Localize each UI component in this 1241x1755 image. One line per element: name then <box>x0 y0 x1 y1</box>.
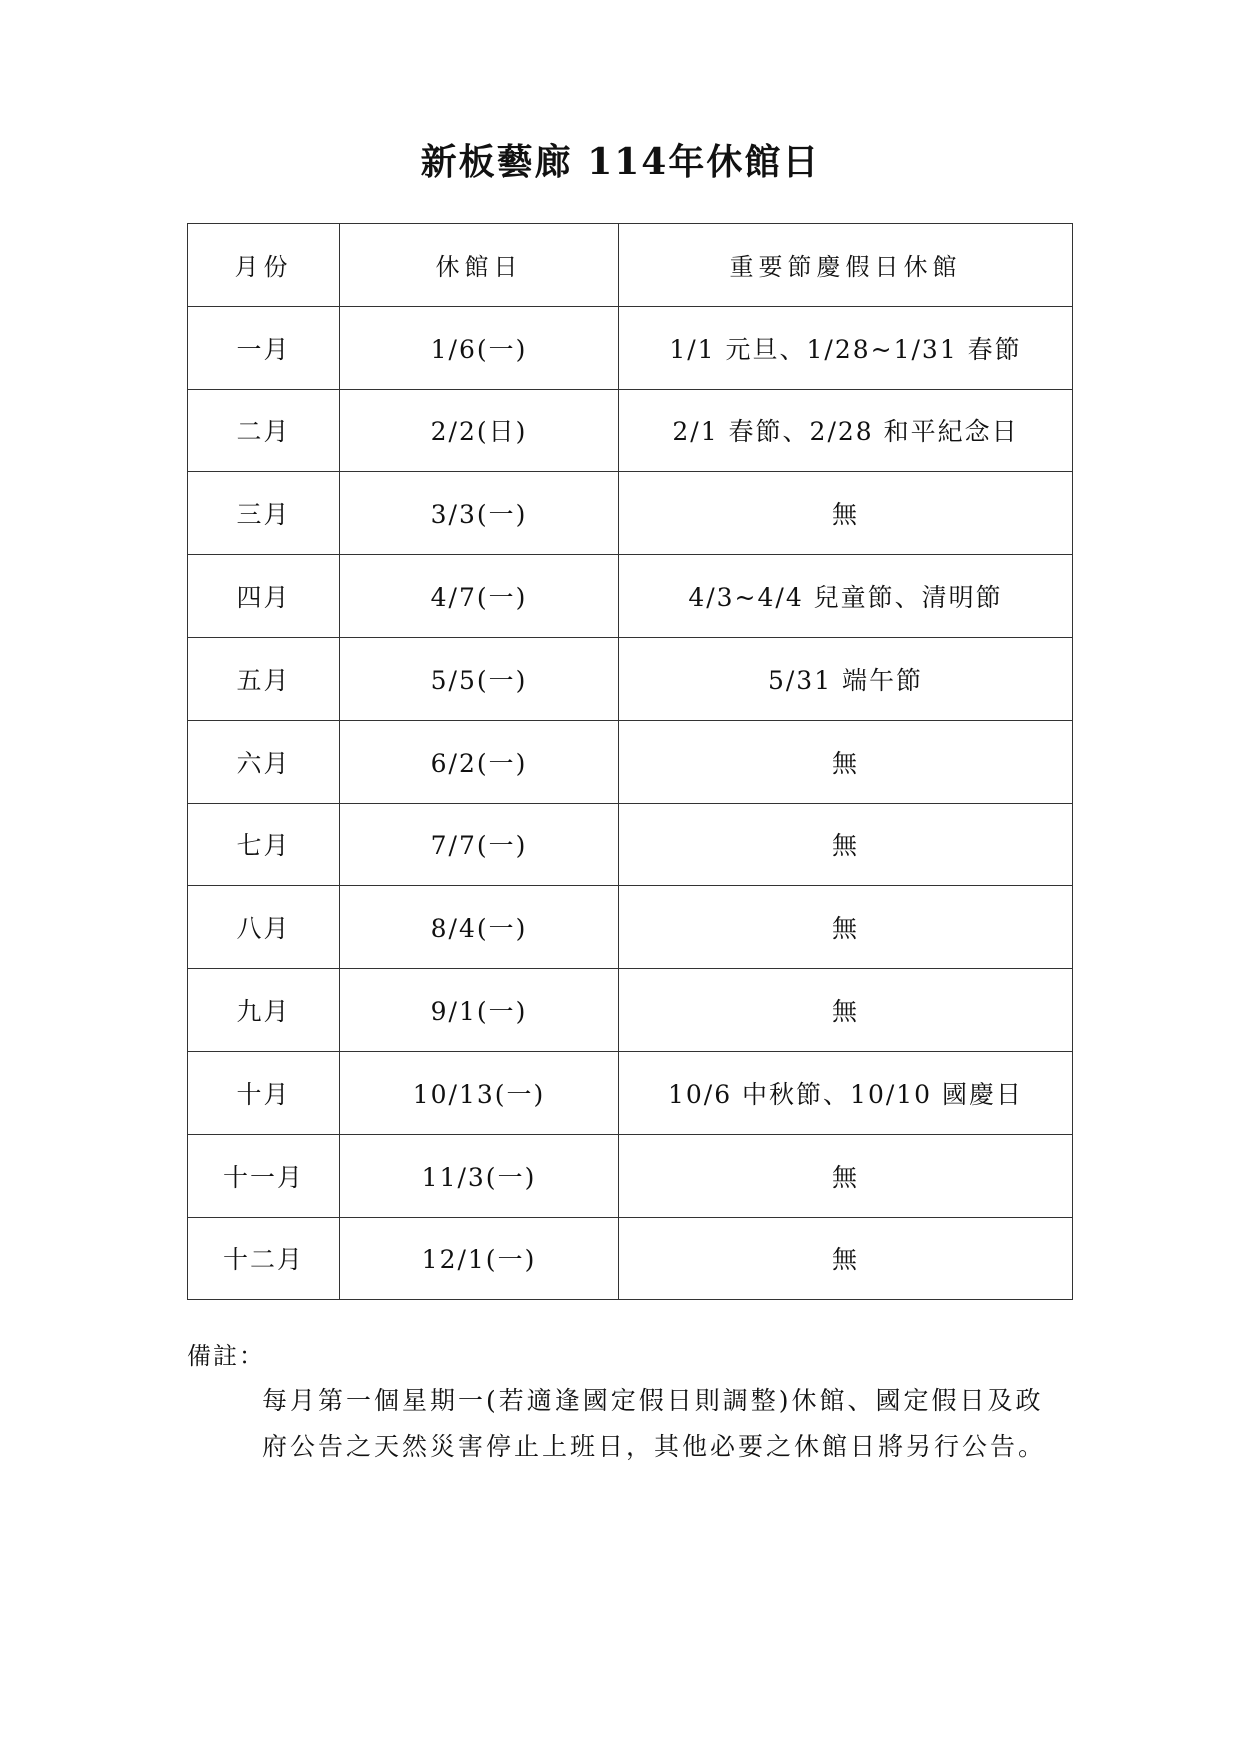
header-month: 月份 <box>188 224 340 307</box>
table-row <box>188 720 1073 803</box>
header-holiday-closure: 重要節慶假日休館 <box>619 224 1073 307</box>
closed-day-cell: 10/13(一) <box>340 1051 619 1134</box>
table-row <box>188 969 1073 1052</box>
table-row <box>188 389 1073 472</box>
month-cell: 二月 <box>188 389 340 472</box>
table-row <box>188 472 1073 555</box>
closed-day-cell: 2/2(日) <box>340 389 619 472</box>
month-cell: 五月 <box>188 637 340 720</box>
month-cell: 十二月 <box>188 1217 340 1300</box>
closed-day-cell: 8/4(一) <box>340 886 619 969</box>
holiday-closure-cell: 2/1 春節、2/28 和平紀念日 <box>619 389 1073 472</box>
closed-day-cell: 11/3(一) <box>340 1134 619 1217</box>
header-closed-day: 休館日 <box>340 224 619 307</box>
table-row <box>188 637 1073 720</box>
holiday-closure-cell: 無 <box>619 803 1073 886</box>
holiday-closure-cell: 1/1 元旦、1/28~1/31 春節 <box>619 306 1073 389</box>
holiday-closure-cell: 無 <box>619 1134 1073 1217</box>
holiday-closure-cell: 無 <box>619 886 1073 969</box>
month-cell: 八月 <box>188 886 340 969</box>
table-row <box>188 803 1073 886</box>
holiday-closure-cell: 無 <box>619 969 1073 1052</box>
holiday-closure-cell: 10/6 中秋節、10/10 國慶日 <box>619 1051 1073 1134</box>
remarks-text: 每月第一個星期一(若適逢國定假日則調整)休館、國定假日及政府公告之天然災害停止上班日，其他必要之休館日將另行公告。 <box>262 1386 1047 1461</box>
holiday-closure-cell: 無 <box>619 472 1073 555</box>
closure-schedule-table <box>187 223 1073 1300</box>
holiday-closure-cell: 5/31 端午節 <box>619 637 1073 720</box>
table-row <box>188 306 1073 389</box>
month-cell: 十一月 <box>188 1134 340 1217</box>
month-cell: 六月 <box>188 720 340 803</box>
table-header-row <box>188 224 1073 307</box>
table-row <box>188 555 1073 638</box>
closed-day-cell: 12/1(一) <box>340 1217 619 1300</box>
table-row <box>188 1134 1073 1217</box>
holiday-closure-cell: 無 <box>619 1217 1073 1300</box>
holiday-closure-cell: 無 <box>619 720 1073 803</box>
page-title: 新板藝廊 114年休館日 <box>420 141 821 183</box>
closed-day-cell: 3/3(一) <box>340 472 619 555</box>
month-cell: 四月 <box>188 555 340 638</box>
table-row <box>188 886 1073 969</box>
table-row <box>188 1051 1073 1134</box>
month-cell: 一月 <box>188 306 340 389</box>
month-cell: 七月 <box>188 803 340 886</box>
remarks-label: 備註： <box>187 1342 265 1370</box>
closed-day-cell: 4/7(一) <box>340 555 619 638</box>
month-cell: 十月 <box>188 1051 340 1134</box>
month-cell: 九月 <box>188 969 340 1052</box>
closed-day-cell: 5/5(一) <box>340 637 619 720</box>
closed-day-cell: 1/6(一) <box>340 306 619 389</box>
closed-day-cell: 7/7(一) <box>340 803 619 886</box>
holiday-closure-cell: 4/3~4/4 兒童節、清明節 <box>619 555 1073 638</box>
closed-day-cell: 9/1(一) <box>340 969 619 1052</box>
table-row <box>188 1217 1073 1300</box>
closed-day-cell: 6/2(一) <box>340 720 619 803</box>
month-cell: 三月 <box>188 472 340 555</box>
